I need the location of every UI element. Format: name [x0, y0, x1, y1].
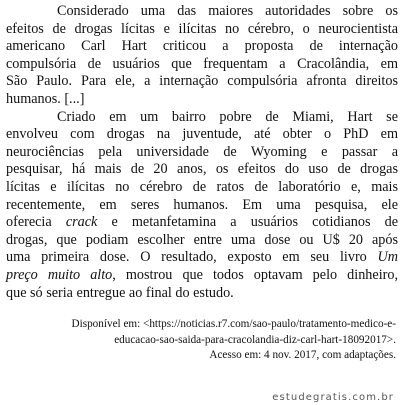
text-line: que só seria entregue ao final do estudo. [6, 284, 234, 301]
source-suffix: >. [386, 333, 396, 346]
source-line-1 [6, 317, 396, 333]
text-line: lícitas e ilícitas no cérebro de ratos de laboratório e, mais [6, 178, 398, 195]
text-run: uma primeira dose. O resultado, exposto em seu livro [6, 249, 378, 266]
italic-term-crack: crack [65, 214, 98, 231]
source-access-date: Acesso em: 4 nov. 2017, com adaptações. [209, 349, 396, 362]
italic-book-title-start: Um [377, 249, 398, 266]
text-line: pesquisar, há mais de 20 anos, os efeitos do uso de drogas [6, 161, 398, 178]
text-line: recentemente, em seres humanos. Em uma pesquisa, ele [6, 196, 398, 213]
source-citation [6, 317, 396, 364]
italic-book-title-end: preço muito alto [6, 266, 113, 283]
text-line: neurociências pela universidade de Wyoming e passar a [6, 143, 398, 160]
paragraph-2 [6, 109, 398, 303]
text-line: americano Carl Hart criticou a proposta de internação [6, 38, 398, 55]
text-line: drogas, que podiam escolher entre uma dose ou U$ 20 após [6, 231, 398, 248]
text-line [6, 267, 398, 285]
paragraph-1 [6, 3, 398, 109]
text-run: e metanfetamina a usuários cotidianos de [97, 214, 398, 231]
text-line: efeitos de drogas lícitas e ilícitas no cérebro, o neurocientista [6, 20, 398, 37]
source-prefix: Disponível em: < [71, 318, 150, 330]
source-link-continued[interactable]: educacao-sao-saida-para-cracolandia-diz-carl-hart-18092017 [114, 333, 387, 346]
source-link[interactable]: https://noticias.r7.com/sao-paulo/tratamento-medico-e- [149, 318, 396, 330]
article-text [6, 3, 398, 302]
text-line: São Paulo. Para ele, a internação compulsória afronta direitos [6, 73, 398, 90]
text-line: envolveu com drogas na juventude, até obter o PhD em [6, 126, 398, 143]
text-run: oferecia [6, 214, 66, 231]
text-line [6, 249, 398, 267]
source-line-2 [6, 333, 396, 349]
watermark: estudegratis.com.br [272, 392, 394, 403]
text-line: Criado em um bairro pobre de Miami, Hart se [57, 108, 398, 125]
text-line: compulsória de usuários que frequentam a Cracolândia, em [6, 55, 398, 72]
text-run: , mostrou que todos optavam pelo dinheiro, [112, 266, 398, 283]
text-line: humanos. [...] [6, 90, 85, 107]
text-line: Considerado uma das maiores autoridades sobre os [57, 3, 398, 19]
text-line [6, 214, 398, 232]
